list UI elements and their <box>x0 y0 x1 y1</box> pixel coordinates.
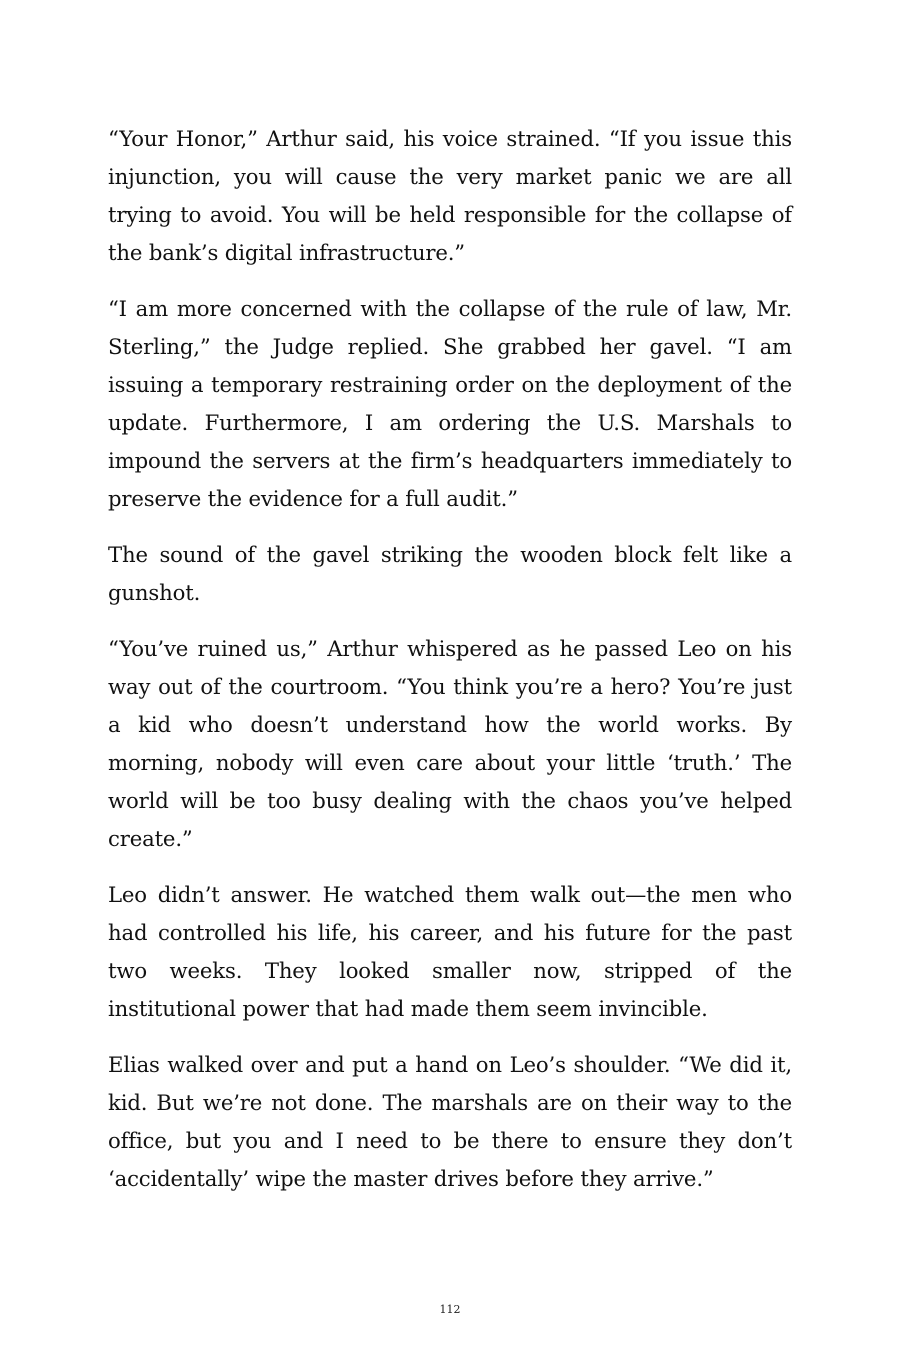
paragraph-2: “I am more concerned with the collapse of the rule of law, Mr. Sterling,” the Judge replied. She grabbed her gavel. “I am issuing a temporary restraining order on the deployment of the update. Furthermore, I am ordering the U.S. Marshals to impound the servers at the firm’s headquarters immediately to preserve the evidence for a full audit.” <box>108 296 792 511</box>
page-number: 112 <box>439 1303 461 1316</box>
paragraph-5: Leo didn’t answer. He watched them walk out—the men who had controlled his life, his career, and his future for the past two weeks. They looked smaller now, stripped of the institutional power that had made them seem invincible. <box>108 882 792 1021</box>
body-text <box>108 120 792 1216</box>
paragraph-3: The sound of the gavel striking the wooden block felt like a gunshot. <box>108 542 792 605</box>
paragraph-6: Elias walked over and put a hand on Leo’s shoulder. “We did it, kid. But we’re not done. The marshals are on their way to the office, but you and I need to be there to ensure they don’t ‘accidentally’ wipe the master drives before they arrive.” <box>108 1052 792 1191</box>
paragraph-4: “You’ve ruined us,” Arthur whispered as he passed Leo on his way out of the courtroom. “You think you’re a hero? You’re just a kid who doesn’t understand how the world works. By morning, nobody will even care about your little ‘truth.’ The world will be too busy dealing with the chaos you’ve helped create.” <box>108 636 792 851</box>
paragraph-1: “Your Honor,” Arthur said, his voice strained. “If you issue this injunction, you will cause the very market panic we are all trying to avoid. You will be held responsible for the collapse of the bank’s digital infrastructure.” <box>108 126 792 265</box>
